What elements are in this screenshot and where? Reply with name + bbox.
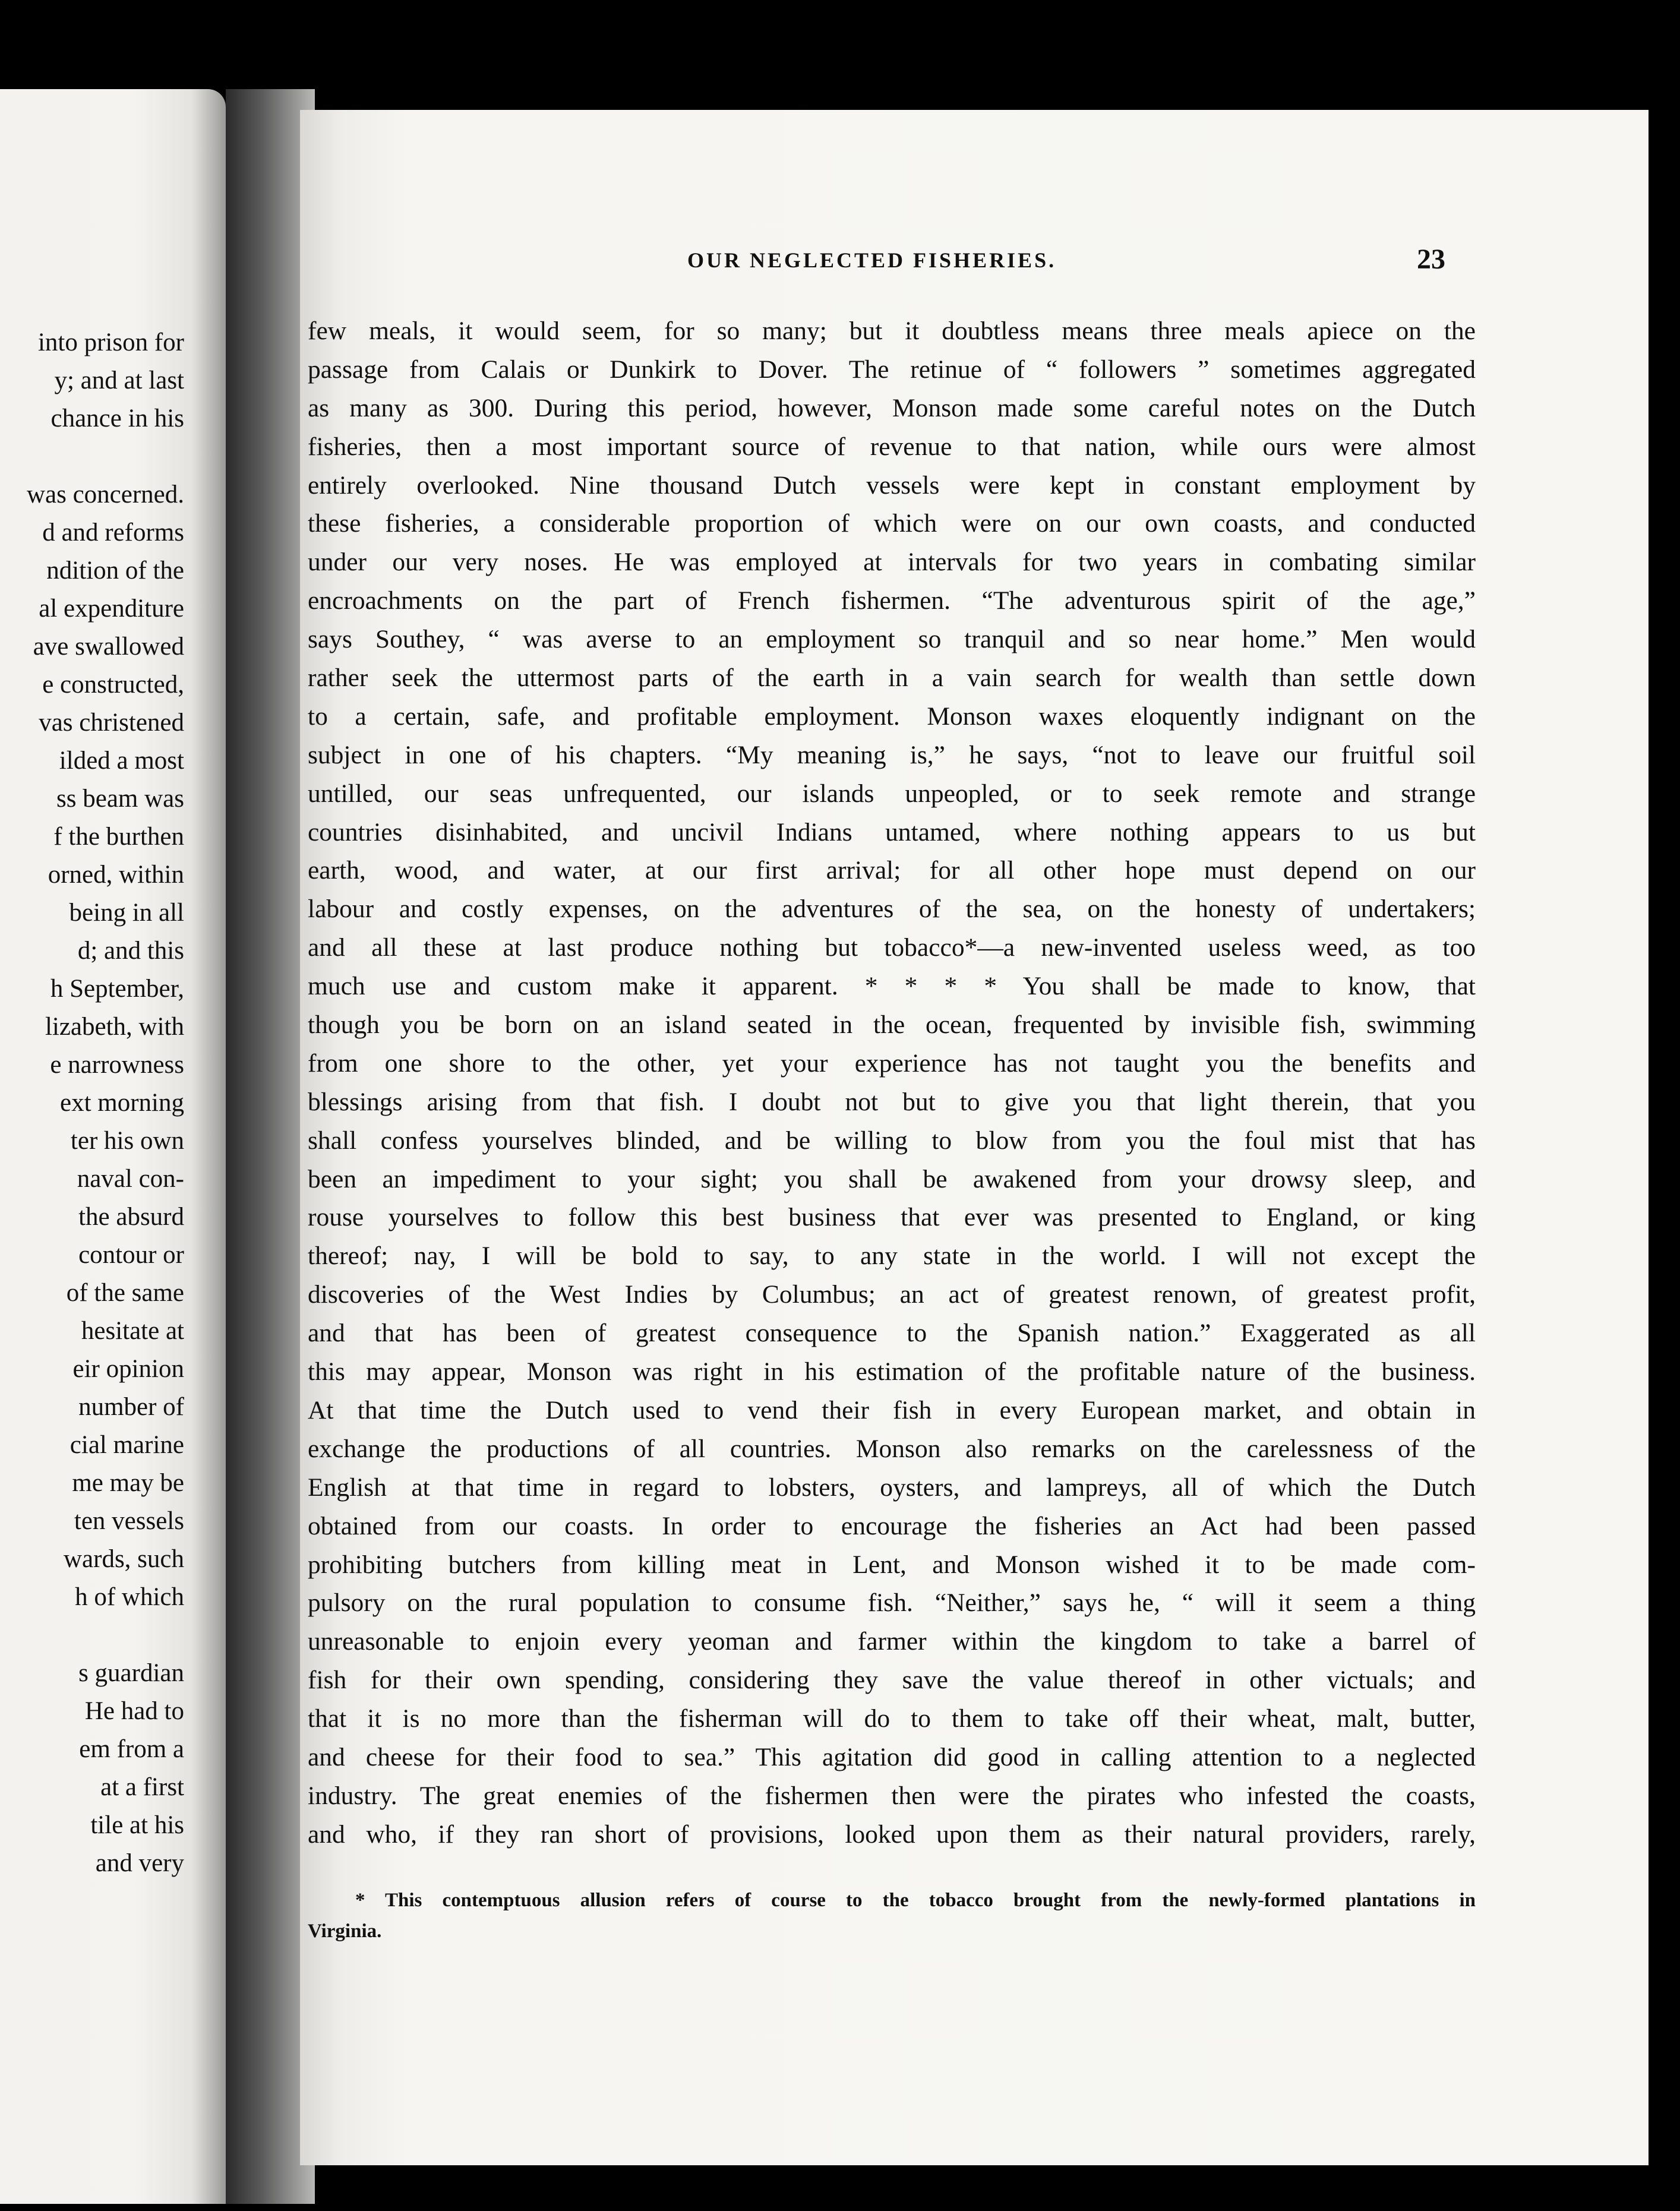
footnote <box>308 1885 1476 1947</box>
facing-page-line: ext morning <box>60 1089 184 1117</box>
facing-page-line: orned, within <box>48 861 184 889</box>
text-line: entirely overlooked. Nine thousand Dutch vessels were kept in constant employment by <box>308 470 1476 500</box>
facing-page-line: me may be <box>72 1469 184 1497</box>
facing-page-line: s guardian <box>78 1659 184 1687</box>
running-title: OUR NEGLECTED FISHERIES. <box>687 248 1057 272</box>
facing-page-line: ss beam was <box>56 785 184 813</box>
facing-page-line: eir opinion <box>72 1355 184 1383</box>
facing-page-line: e narrowness <box>50 1051 184 1079</box>
facing-page-line: into prison for <box>37 329 184 356</box>
facing-page-line: naval con- <box>77 1165 184 1193</box>
facing-page-line: at a first <box>100 1773 184 1801</box>
facing-page-line: ndition of the <box>46 557 184 585</box>
facing-page-text <box>0 324 184 1882</box>
facing-page-line: hesitate at <box>81 1317 184 1345</box>
text-line: few meals, it would seem, for so many; but it doubtless means three meals apiece on the <box>308 317 1476 345</box>
text-line: earth, wood, and water, at our first arrival; for all other hope must depend on our <box>308 856 1476 885</box>
facing-page-line: cial marine <box>70 1431 184 1459</box>
facing-page-line: y; and at last <box>54 367 184 394</box>
text-line: and all these at last produce nothing but tobacco*—a new-invented useless weed, as too <box>308 933 1476 962</box>
footnote-line: * This contemptuous allusion refers of course to the tobacco brought from the newly-formed plantations in <box>355 1890 1476 1911</box>
facing-page-line: lizabeth, with <box>45 1013 184 1041</box>
facing-page-line: al expenditure <box>39 595 184 623</box>
facing-page-line: He had to <box>84 1697 184 1725</box>
facing-page-line: vas christened <box>39 709 184 737</box>
text-line: and who, if they ran short of provisions, looked upon them as their natural providers, rarely, <box>308 1820 1476 1849</box>
text-line: encroachments on the part of French fishermen. “The adventurous spirit of the age,” <box>308 586 1476 615</box>
facing-page-line: h September, <box>50 975 184 1003</box>
text-line: fish for their own spending, considering they save the value thereof in other victuals; and <box>308 1666 1476 1695</box>
facing-page-line: h of which <box>75 1583 184 1611</box>
facing-page-left <box>0 89 226 2204</box>
text-line: unreasonable to enjoin every yeoman and farmer within the kingdom to take a barrel of <box>308 1627 1476 1656</box>
facing-page-line: and very <box>95 1849 184 1877</box>
facing-page-line: being in all <box>69 899 184 927</box>
text-line: shall confess yourselves blinded, and be willing to blow from you the foul mist that has <box>308 1126 1476 1155</box>
text-line: says Southey, “ was averse to an employment so tranquil and so near home.” Men would <box>308 625 1476 654</box>
text-line: pulsory on the rural population to consume fish. “Neither,” says he, “ will it seem a thing <box>308 1588 1476 1618</box>
text-line: to a certain, safe, and profitable employment. Monson waxes eloquently indignant on the <box>308 702 1476 731</box>
facing-page-line: ten vessels <box>74 1507 184 1535</box>
text-line: as many as 300. During this period, however, Monson made some careful notes on the Dutch <box>308 393 1476 422</box>
text-line: blessings arising from that fish. I doubt not but to give you that light therein, that you <box>308 1087 1476 1116</box>
facing-page-line: number of <box>78 1393 184 1421</box>
text-line: that it is no more than the fisherman will do to them to take off their wheat, malt, butter, <box>308 1704 1476 1733</box>
text-line: from one shore to the other, yet your experience has not taught you the benefits and <box>308 1048 1476 1078</box>
text-line: this may appear, Monson was right in his estimation of the profitable nature of the business. <box>308 1357 1476 1386</box>
text-line: subject in one of his chapters. “My meaning is,” he says, “not to leave our fruitful soil <box>308 740 1476 769</box>
facing-page-line: d and reforms <box>42 519 184 547</box>
text-line: thereof; nay, I will be bold to say, to any state in the world. I will not except the <box>308 1242 1476 1271</box>
text-line: industry. The great enemies of the fishermen then were the pirates who infested the coasts, <box>308 1781 1476 1810</box>
text-line: been an impediment to your sight; you shall be awakened from your drowsy sleep, and <box>308 1164 1476 1193</box>
text-line: exchange the productions of all countries. Monson also remarks on the carelessness of the <box>308 1434 1476 1463</box>
page-number: 23 <box>1417 244 1445 275</box>
text-line: and that has been of greatest consequence to the Spanish nation.” Exaggerated as all <box>308 1319 1476 1348</box>
text-line: untilled, our seas unfrequented, our islands unpeopled, or to seek remote and strange <box>308 779 1476 808</box>
text-line: English at that time in regard to lobsters, oysters, and lampreys, all of which the Dutch <box>308 1473 1476 1502</box>
text-line: discoveries of the West Indies by Columbus; an act of greatest renown, of greatest profit, <box>308 1280 1476 1309</box>
text-line: and cheese for their food to sea.” This agitation did good in calling attention to a neglected <box>308 1742 1476 1771</box>
facing-page-line: em from a <box>79 1735 184 1763</box>
text-line: obtained from our coasts. In order to encourage the fisheries an Act had been passed <box>308 1511 1476 1540</box>
facing-page-line <box>0 1616 184 1654</box>
text-line: much use and custom make it apparent. * * * * You shall be made to know, that <box>308 972 1476 1001</box>
text-line: labour and costly expenses, on the adventures of the sea, on the honesty of undertakers; <box>308 895 1476 924</box>
page-23 <box>300 110 1649 2165</box>
facing-page-line: was concerned. <box>26 481 184 508</box>
facing-page-line: the absurd <box>78 1203 184 1231</box>
body-text <box>308 312 1476 1854</box>
text-line: though you be born on an island seated in the ocean, frequented by invisible fish, swimming <box>308 1010 1476 1040</box>
text-line: fisheries, then a most important source of revenue to that nation, while ours were almost <box>308 432 1476 461</box>
facing-page-line: ilded a most <box>59 747 184 775</box>
footnote-line: Virginia. <box>308 1921 382 1942</box>
text-line: prohibiting butchers from killing meat in Lent, and Monson wished it to be made com- <box>308 1550 1476 1579</box>
text-line: these fisheries, a considerable proportion of which were on our own coasts, and conducted <box>308 509 1476 538</box>
text-line: At that time the Dutch used to vend their fish in every European market, and obtain in <box>308 1395 1476 1424</box>
facing-page-line: e constructed, <box>42 671 184 699</box>
facing-page-line: d; and this <box>77 937 184 965</box>
facing-page-line: wards, such <box>63 1545 184 1573</box>
facing-page-line <box>0 438 184 476</box>
facing-page-line: ter his own <box>70 1127 184 1155</box>
text-line: countries disinhabited, and uncivil Indians untamed, where nothing appears to us but <box>308 817 1476 847</box>
facing-page-line: ave swallowed <box>33 633 184 661</box>
text-line: rather seek the uttermost parts of the earth in a vain search for wealth than settle down <box>308 664 1476 693</box>
facing-page-line: of the same <box>66 1279 184 1307</box>
facing-page-line: f the burthen <box>53 823 184 851</box>
facing-page-line: contour or <box>78 1241 184 1269</box>
text-line: passage from Calais or Dunkirk to Dover. The retinue of “ followers ” sometimes aggregated <box>308 355 1476 384</box>
text-line: rouse yourselves to follow this best business that ever was presented to England, or king <box>308 1203 1476 1232</box>
facing-page-line: chance in his <box>50 405 184 432</box>
text-line: under our very noses. He was employed at intervals for two years in combating similar <box>308 548 1476 577</box>
facing-page-line: tile at his <box>90 1811 184 1839</box>
